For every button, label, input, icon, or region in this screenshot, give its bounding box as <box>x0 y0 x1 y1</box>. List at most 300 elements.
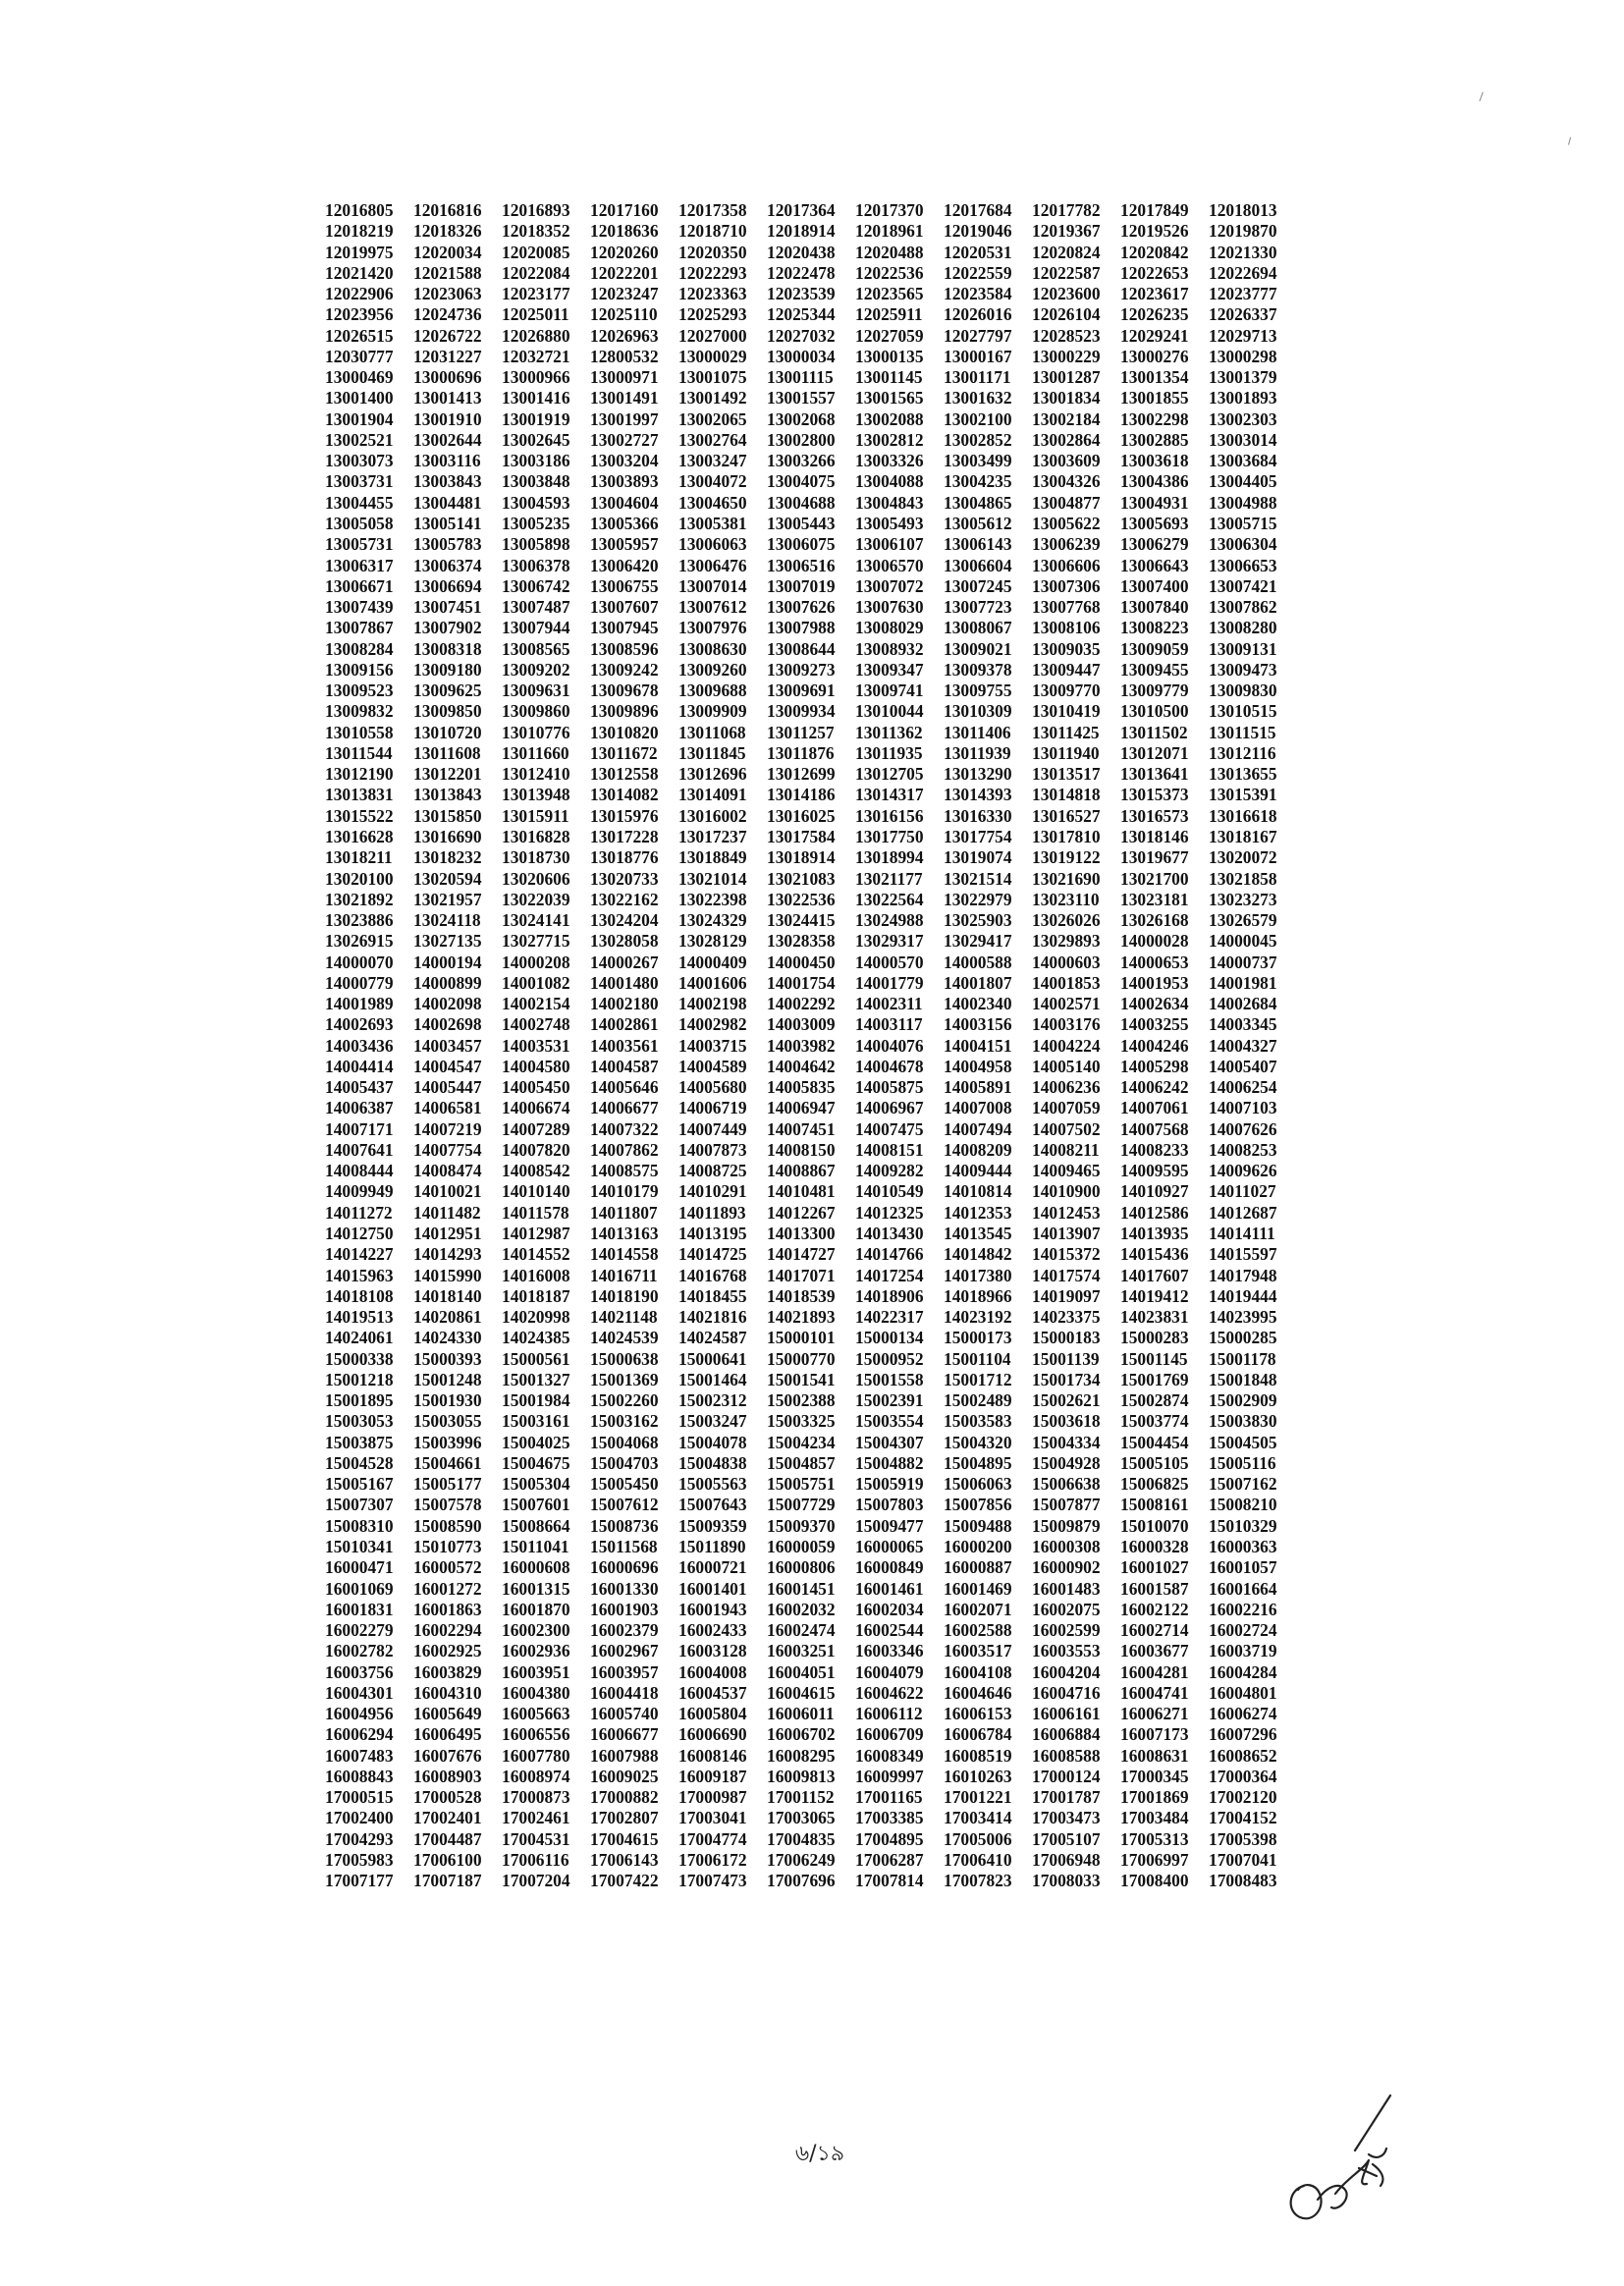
roll-number: 16008843 <box>325 1766 394 1786</box>
roll-number: 16003677 <box>1120 1641 1189 1661</box>
roll-number: 14007008 <box>944 1098 1012 1118</box>
roll-number: 13000229 <box>1032 346 1101 366</box>
roll-number: 13011608 <box>413 742 481 763</box>
number-row <box>325 200 1297 221</box>
roll-number: 14007754 <box>413 1139 482 1160</box>
number-row <box>325 1537 1297 1557</box>
roll-number: 13003609 <box>1032 451 1101 471</box>
roll-number: 16009813 <box>767 1766 836 1786</box>
roll-number: 12027059 <box>855 325 924 346</box>
roll-number: 14001606 <box>678 972 747 993</box>
roll-number: 15004703 <box>590 1452 659 1473</box>
roll-number: 16005740 <box>590 1704 659 1724</box>
roll-number: 14003436 <box>325 1035 394 1056</box>
roll-number: 14011807 <box>590 1202 658 1223</box>
roll-number: 16004108 <box>944 1661 1012 1682</box>
roll-number: 16002075 <box>1032 1599 1101 1619</box>
roll-number: 12026515 <box>325 325 394 346</box>
roll-number: 15004857 <box>767 1452 836 1473</box>
roll-number: 13014393 <box>944 785 1012 805</box>
roll-number: 12026337 <box>1209 304 1277 325</box>
roll-number: 17006948 <box>1032 1849 1101 1870</box>
roll-number: 13019074 <box>944 847 1012 868</box>
number-row <box>325 639 1297 660</box>
roll-number: 14011578 <box>502 1202 569 1223</box>
number-row <box>325 1328 1297 1348</box>
roll-number: 15009879 <box>1032 1515 1101 1536</box>
roll-number: 15001930 <box>413 1390 482 1411</box>
roll-number: 14000570 <box>855 952 924 972</box>
roll-number: 13004455 <box>325 492 394 513</box>
roll-number: 17007204 <box>502 1871 570 1891</box>
roll-number: 13028358 <box>767 931 836 952</box>
roll-number: 13001632 <box>944 388 1012 408</box>
number-row <box>325 1453 1297 1474</box>
number-row <box>325 994 1297 1014</box>
roll-number: 17004774 <box>678 1828 747 1849</box>
roll-number: 12027032 <box>767 325 836 346</box>
roll-number: 14003982 <box>767 1035 836 1056</box>
roll-number: 13011672 <box>590 742 658 763</box>
roll-number: 16006011 <box>767 1704 835 1724</box>
roll-number: 15003053 <box>325 1411 394 1432</box>
roll-number: 16000902 <box>1032 1557 1101 1578</box>
roll-number: 14010549 <box>855 1181 924 1202</box>
roll-number: 13022398 <box>678 889 747 909</box>
roll-number: 15004675 <box>502 1452 570 1473</box>
roll-number: 14008542 <box>502 1161 570 1181</box>
roll-number: 16006677 <box>590 1724 659 1745</box>
roll-number: 13002298 <box>1120 408 1189 429</box>
roll-number: 13002800 <box>767 429 836 450</box>
roll-number: 14010021 <box>413 1181 482 1202</box>
number-row <box>325 1683 1297 1704</box>
roll-number: 14012267 <box>767 1202 836 1223</box>
roll-number: 14000409 <box>678 952 747 972</box>
roll-number: 12022559 <box>944 262 1012 283</box>
roll-number: 13014818 <box>1032 785 1101 805</box>
number-row <box>325 1516 1297 1537</box>
roll-number: 15005167 <box>325 1474 394 1495</box>
roll-number: 14019513 <box>325 1307 394 1328</box>
roll-number: 13018849 <box>678 847 747 868</box>
roll-number: 13026579 <box>1209 910 1277 931</box>
roll-number: 17004835 <box>767 1828 836 1849</box>
roll-number: 13021858 <box>1209 868 1277 889</box>
roll-number: 13021957 <box>413 889 482 909</box>
roll-number: 16003829 <box>413 1661 482 1682</box>
roll-number: 14007626 <box>1209 1118 1277 1139</box>
roll-number: 14018539 <box>767 1285 836 1306</box>
roll-number: 14016768 <box>678 1265 747 1285</box>
roll-number: 16001903 <box>590 1599 659 1619</box>
roll-number: 16005649 <box>413 1704 482 1724</box>
roll-number: 14016008 <box>502 1265 570 1285</box>
roll-number: 17007187 <box>413 1871 482 1891</box>
roll-number: 17000882 <box>590 1787 659 1808</box>
roll-number: 12032721 <box>502 346 570 366</box>
roll-number: 13016002 <box>678 805 747 826</box>
roll-number: 13004405 <box>1209 471 1277 492</box>
roll-number: 12026880 <box>502 325 570 346</box>
roll-number: 15002874 <box>1120 1390 1189 1411</box>
roll-number: 17000528 <box>413 1787 482 1808</box>
roll-number: 13000696 <box>413 367 482 388</box>
number-row <box>325 618 1297 638</box>
roll-number: 13007862 <box>1209 597 1277 618</box>
roll-number: 15004234 <box>767 1432 836 1452</box>
number-row <box>325 1662 1297 1683</box>
number-row <box>325 1724 1297 1745</box>
roll-number: 13008029 <box>855 618 924 638</box>
roll-number: 15002260 <box>590 1390 659 1411</box>
number-row <box>325 1203 1297 1224</box>
roll-number: 16002714 <box>1120 1620 1189 1641</box>
roll-number: 17002807 <box>590 1808 659 1828</box>
roll-number: 13020100 <box>325 868 394 889</box>
roll-number: 14005680 <box>678 1077 747 1098</box>
roll-number: 13023273 <box>1209 889 1277 909</box>
roll-number: 17008483 <box>1209 1871 1277 1891</box>
roll-number: 15001464 <box>678 1369 747 1389</box>
roll-number: 15004025 <box>502 1432 570 1452</box>
roll-number: 13024415 <box>767 910 836 931</box>
roll-number: 13011406 <box>944 722 1011 742</box>
number-row <box>325 1370 1297 1390</box>
roll-number: 13007723 <box>944 597 1012 618</box>
roll-number: 13006604 <box>944 555 1012 575</box>
number-row <box>325 1620 1297 1641</box>
roll-number: 14023375 <box>1032 1307 1101 1328</box>
number-row <box>325 701 1297 722</box>
roll-number: 17007814 <box>855 1871 924 1891</box>
roll-number: 13003618 <box>1120 451 1189 471</box>
roll-number: 13009741 <box>855 680 924 701</box>
roll-number: 14015372 <box>1032 1244 1101 1265</box>
roll-number: 13017810 <box>1032 826 1101 846</box>
number-row <box>325 1557 1297 1578</box>
roll-number: 14012586 <box>1120 1202 1189 1223</box>
roll-number: 14003561 <box>590 1035 659 1056</box>
roll-number: 17004895 <box>855 1828 924 1849</box>
roll-number: 16001863 <box>413 1599 482 1619</box>
roll-number: 14013935 <box>1120 1224 1189 1244</box>
roll-number: 14023995 <box>1209 1307 1277 1328</box>
roll-number: 13022162 <box>590 889 659 909</box>
roll-number: 13007014 <box>678 575 747 596</box>
roll-number: 13006516 <box>767 555 836 575</box>
roll-number: 13001557 <box>767 388 836 408</box>
roll-number: 15011568 <box>590 1537 658 1556</box>
number-row <box>325 556 1297 576</box>
roll-number: 12020034 <box>413 242 482 262</box>
roll-number: 15004334 <box>1032 1432 1101 1452</box>
roll-number: 13009860 <box>502 701 570 722</box>
number-row <box>325 471 1297 492</box>
roll-number: 13001416 <box>502 388 570 408</box>
roll-number: 14010927 <box>1120 1181 1189 1202</box>
roll-number: 13003326 <box>855 451 924 471</box>
roll-number: 14004678 <box>855 1056 924 1076</box>
roll-number: 13010515 <box>1209 701 1277 722</box>
roll-number: 13006063 <box>678 534 747 555</box>
roll-number: 12020531 <box>944 242 1012 262</box>
roll-number: 14017071 <box>767 1265 836 1285</box>
roll-number: 14008150 <box>767 1139 836 1160</box>
roll-number: 13008223 <box>1120 618 1189 638</box>
roll-number: 15008736 <box>590 1515 659 1536</box>
roll-number: 15010341 <box>325 1537 394 1556</box>
roll-number: 14002748 <box>502 1014 570 1035</box>
roll-number: 15000283 <box>1120 1328 1189 1348</box>
number-row <box>325 1871 1297 1891</box>
roll-number: 12023777 <box>1209 284 1277 304</box>
roll-number: 13001904 <box>325 408 394 429</box>
roll-number: 12017684 <box>944 200 1012 220</box>
roll-number: 15000641 <box>678 1348 747 1369</box>
roll-number: 16008974 <box>502 1766 570 1786</box>
roll-number: 15001218 <box>325 1369 394 1389</box>
roll-number: 13009755 <box>944 680 1012 701</box>
roll-number: 13018146 <box>1120 826 1189 846</box>
page-number: ৬/১৯ <box>794 2142 845 2166</box>
roll-number: 13012705 <box>855 764 924 785</box>
roll-number: 16006556 <box>502 1724 570 1745</box>
roll-number: 16000608 <box>502 1557 570 1578</box>
roll-number: 15005450 <box>590 1474 659 1495</box>
roll-number: 14002098 <box>413 994 482 1014</box>
roll-number: 14004224 <box>1032 1035 1101 1056</box>
roll-number: 13001379 <box>1209 367 1277 388</box>
roll-number: 13016573 <box>1120 805 1189 826</box>
roll-number: 14006677 <box>590 1098 659 1118</box>
roll-number: 13017750 <box>855 826 924 846</box>
roll-number: 16003517 <box>944 1641 1012 1661</box>
roll-number: 13002100 <box>944 408 1012 429</box>
roll-number: 12024736 <box>413 304 482 325</box>
roll-number: 13024329 <box>678 910 747 931</box>
roll-number: 13001287 <box>1032 367 1101 388</box>
roll-number: 13025903 <box>944 910 1012 931</box>
roll-number: 13021083 <box>767 868 836 889</box>
roll-number: 17003473 <box>1032 1808 1101 1828</box>
roll-number: 16006274 <box>1209 1704 1277 1724</box>
roll-number: 13009688 <box>678 680 747 701</box>
roll-number: 13009691 <box>767 680 836 701</box>
roll-number: 13007867 <box>325 618 394 638</box>
roll-number: 17004531 <box>502 1828 570 1849</box>
number-row <box>325 367 1297 388</box>
number-row <box>325 1014 1297 1035</box>
roll-number: 12020260 <box>590 242 659 262</box>
roll-number: 12025011 <box>502 304 569 325</box>
roll-number: 13004865 <box>944 492 1012 513</box>
roll-number: 14021893 <box>767 1307 836 1328</box>
roll-number: 13009830 <box>1209 680 1277 701</box>
roll-number: 13004072 <box>678 471 747 492</box>
roll-number: 12029713 <box>1209 325 1277 346</box>
roll-number: 13014186 <box>767 785 836 805</box>
roll-number: 16001272 <box>413 1578 482 1599</box>
roll-number: 14000603 <box>1032 952 1101 972</box>
number-row <box>325 785 1297 805</box>
roll-number: 13026026 <box>1032 910 1101 931</box>
roll-number: 14007475 <box>855 1118 924 1139</box>
roll-number: 13014317 <box>855 785 924 805</box>
roll-number: 16002782 <box>325 1641 394 1661</box>
roll-number: 14015963 <box>325 1265 394 1285</box>
roll-number: 13005622 <box>1032 513 1101 533</box>
roll-number: 17002401 <box>413 1808 482 1828</box>
roll-number: 13016025 <box>767 805 836 826</box>
roll-number: 14002698 <box>413 1014 482 1035</box>
number-row <box>325 1704 1297 1724</box>
roll-number: 16000308 <box>1032 1537 1101 1556</box>
roll-number: 14018906 <box>855 1285 924 1306</box>
number-row <box>325 660 1297 680</box>
roll-number: 14003156 <box>944 1014 1012 1035</box>
roll-number: 15004307 <box>855 1432 924 1452</box>
number-row <box>325 1829 1297 1850</box>
number-row <box>325 1746 1297 1767</box>
roll-number: 14013300 <box>767 1224 836 1244</box>
roll-number: 16008349 <box>855 1745 924 1766</box>
roll-number: 16000328 <box>1120 1537 1189 1556</box>
roll-number: 12031227 <box>413 346 482 366</box>
roll-number: 17005006 <box>944 1828 1012 1849</box>
roll-number: 15011041 <box>502 1537 569 1556</box>
roll-number: 14004151 <box>944 1035 1012 1056</box>
roll-number: 13015522 <box>325 805 394 826</box>
roll-number: 17006410 <box>944 1849 1012 1870</box>
roll-number: 15005919 <box>855 1474 924 1495</box>
roll-number: 13018730 <box>502 847 570 868</box>
number-row <box>325 1579 1297 1600</box>
roll-number: 13006694 <box>413 575 482 596</box>
roll-number: 16007676 <box>413 1745 482 1766</box>
roll-number: 13001565 <box>855 388 924 408</box>
roll-number: 13009273 <box>767 659 836 680</box>
roll-number: 16002724 <box>1209 1620 1277 1641</box>
roll-number: 13009625 <box>413 680 482 701</box>
roll-number: 12023539 <box>767 284 836 304</box>
roll-number: 14013545 <box>944 1224 1012 1244</box>
roll-number: 12021588 <box>413 262 482 283</box>
roll-number: 12020842 <box>1120 242 1189 262</box>
roll-number: 12018914 <box>767 221 836 242</box>
roll-number: 13008280 <box>1209 618 1277 638</box>
roll-number: 17003385 <box>855 1808 924 1828</box>
roll-number: 15008590 <box>413 1515 482 1536</box>
roll-number: 14008575 <box>590 1161 659 1181</box>
roll-number: 13011544 <box>325 742 393 763</box>
roll-number: 13012190 <box>325 764 394 785</box>
roll-number: 15007307 <box>325 1495 394 1515</box>
roll-number: 15002621 <box>1032 1390 1101 1411</box>
roll-number: 12023247 <box>590 284 659 304</box>
roll-number: 13008284 <box>325 638 394 659</box>
roll-number: 14024330 <box>413 1328 482 1348</box>
roll-number: 13001997 <box>590 408 659 429</box>
roll-number: 13004988 <box>1209 492 1277 513</box>
roll-number: 16004051 <box>767 1661 836 1682</box>
roll-number: 14002198 <box>678 994 747 1014</box>
roll-number: 13020072 <box>1209 847 1277 868</box>
roll-number: 16000806 <box>767 1557 836 1578</box>
roll-number: 14003457 <box>413 1035 482 1056</box>
roll-number: 13006755 <box>590 575 659 596</box>
roll-number: 13006279 <box>1120 534 1189 555</box>
roll-number: 12800532 <box>590 346 659 366</box>
roll-number: 14007641 <box>325 1139 394 1160</box>
number-row <box>325 388 1297 408</box>
roll-number: 14015436 <box>1120 1244 1189 1265</box>
roll-number: 17007823 <box>944 1871 1012 1891</box>
roll-number: 13029417 <box>944 931 1012 952</box>
roll-number: 13023110 <box>1032 889 1100 909</box>
roll-number: 15002909 <box>1209 1390 1277 1411</box>
roll-number: 16003251 <box>767 1641 836 1661</box>
signature-image <box>1274 2092 1422 2239</box>
roll-number: 14006947 <box>767 1098 836 1118</box>
roll-number: 14004642 <box>767 1056 836 1076</box>
roll-number: 13016618 <box>1209 805 1277 826</box>
roll-number: 13004877 <box>1032 492 1101 513</box>
roll-number: 14014727 <box>767 1244 836 1265</box>
roll-number: 13018211 <box>325 847 393 868</box>
number-row <box>325 1767 1297 1787</box>
roll-number: 14014766 <box>855 1244 924 1265</box>
roll-number: 13016628 <box>325 826 394 846</box>
roll-number: 14003117 <box>855 1014 923 1035</box>
roll-number: 12019870 <box>1209 221 1277 242</box>
roll-number: 13009779 <box>1120 680 1189 701</box>
roll-number: 14000028 <box>1120 931 1189 952</box>
roll-number: 14003715 <box>678 1035 747 1056</box>
roll-number: 15007729 <box>767 1495 836 1515</box>
roll-number: 15010070 <box>1120 1515 1189 1536</box>
roll-number: 13005715 <box>1209 513 1277 533</box>
roll-number: 13012410 <box>502 764 570 785</box>
roll-number: 14014552 <box>502 1244 570 1265</box>
roll-number: 16004204 <box>1032 1661 1101 1682</box>
roll-number: 14005875 <box>855 1077 924 1098</box>
roll-number: 14014558 <box>590 1244 659 1265</box>
roll-number: 16000200 <box>944 1537 1012 1556</box>
roll-number: 14006967 <box>855 1098 924 1118</box>
roll-number: 14005646 <box>590 1077 659 1098</box>
roll-number: 13016527 <box>1032 805 1101 826</box>
number-row <box>325 806 1297 827</box>
number-row <box>325 451 1297 471</box>
roll-number: 13010776 <box>502 722 570 742</box>
roll-number: 16004716 <box>1032 1682 1101 1703</box>
roll-number: 16006112 <box>855 1704 923 1724</box>
roll-number: 16001943 <box>678 1599 747 1619</box>
roll-number: 13020606 <box>502 868 570 889</box>
roll-number: 12016805 <box>325 200 394 220</box>
roll-number: 16006690 <box>678 1724 747 1745</box>
roll-number: 12020824 <box>1032 242 1101 262</box>
roll-number: 13004604 <box>590 492 659 513</box>
roll-number: 12018636 <box>590 221 659 242</box>
roll-number: 17005107 <box>1032 1828 1101 1849</box>
roll-number: 14013430 <box>855 1224 924 1244</box>
roll-number: 13009202 <box>502 659 570 680</box>
roll-number: 16004418 <box>590 1682 659 1703</box>
roll-number: 14010900 <box>1032 1181 1101 1202</box>
roll-number: 15008310 <box>325 1515 394 1536</box>
